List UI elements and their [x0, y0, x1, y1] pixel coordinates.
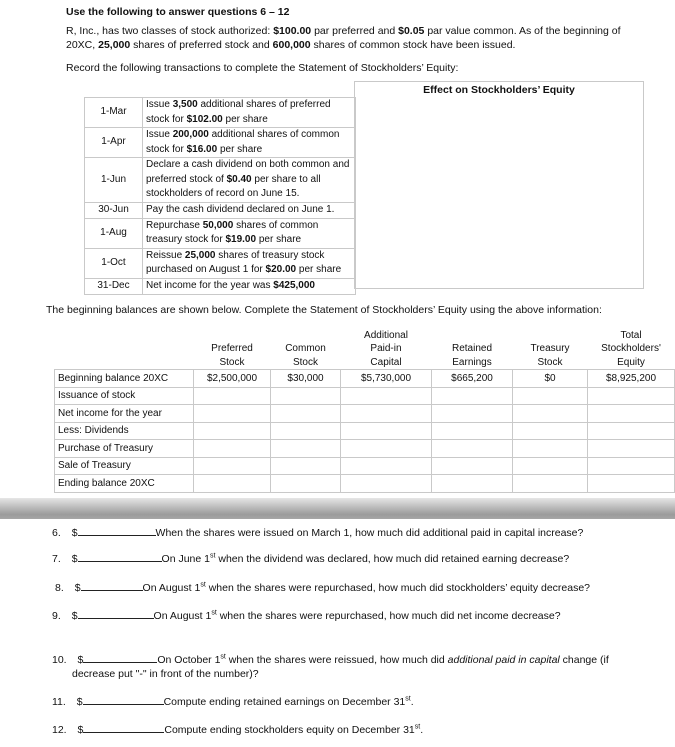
header-blank [55, 324, 194, 370]
transaction-amount: 25,000 [184, 249, 216, 261]
statement-cell[interactable] [194, 440, 271, 458]
statement-cell[interactable] [271, 475, 341, 493]
transaction-text: additional shares of common stock for [146, 129, 340, 155]
transaction-date: 31-Dec [85, 278, 143, 294]
statement-cell[interactable] [271, 422, 341, 440]
statement-row-label: Beginning balance 20XC [55, 370, 194, 388]
transaction-row [85, 202, 356, 218]
statement-cell[interactable]: $0 [513, 370, 588, 388]
statement-cell[interactable] [271, 387, 341, 405]
answer-blank[interactable] [83, 694, 164, 705]
statement-cell[interactable] [588, 457, 675, 475]
transaction-row [85, 98, 356, 128]
question-number: 7. [52, 553, 61, 565]
transaction-text: per share [217, 143, 263, 155]
common-shares: 600,000 [272, 38, 311, 51]
statement-cell[interactable] [513, 457, 588, 475]
answer-blank[interactable] [78, 551, 162, 562]
statement-cell[interactable] [194, 422, 271, 440]
question-text: when the shares were repurchased, how much did net income decrease? [216, 610, 561, 622]
statement-cell[interactable] [194, 387, 271, 405]
statement-intro: The beginning balances are shown below. Complete the Statement of Stockholders’ Equity using the above information: [46, 304, 602, 316]
question-emphasis: additional paid in capital [447, 654, 560, 666]
statement-row [55, 370, 675, 388]
statement-cell[interactable]: $8,925,200 [588, 370, 675, 388]
intro-text: par value common. As of the beginning of [424, 25, 621, 37]
answer-blank[interactable] [78, 525, 156, 536]
question-text: On June 1 [161, 553, 210, 565]
transaction-description [143, 158, 356, 203]
statement-cell[interactable] [271, 440, 341, 458]
question-text: when the dividend was declared, how much did retained earning decrease? [215, 553, 570, 565]
statement-row-label: Issuance of stock [55, 387, 194, 405]
transaction-description [143, 218, 356, 248]
transaction-text: per share [222, 113, 268, 125]
col-treasury-stock: Treasury Stock [530, 343, 570, 368]
transaction-text: additional shares of preferred stock for [146, 99, 331, 125]
statement-header-row [55, 324, 675, 370]
statement-row-label: Less: Dividends [55, 422, 194, 440]
question-11 [52, 694, 414, 710]
questions-section [0, 519, 675, 747]
statement-cell[interactable] [513, 387, 588, 405]
transaction-amount: 50,000 [202, 219, 234, 231]
ordinal-suffix: st [209, 552, 216, 560]
question-text: On August 1 [153, 610, 212, 622]
question-7 [52, 551, 569, 567]
answer-blank[interactable] [83, 652, 157, 663]
statement-cell[interactable] [194, 405, 271, 423]
statement-cell[interactable] [341, 387, 432, 405]
statement-cell[interactable] [341, 457, 432, 475]
transaction-text: shares of treasury stock purchased on August 1 for [146, 249, 325, 275]
statement-cell[interactable]: $2,500,000 [194, 370, 271, 388]
intro-text: 20XC, [66, 38, 99, 51]
statement-cell[interactable] [341, 475, 432, 493]
intro-text: shares of common stock have been issued. [310, 38, 516, 51]
dollar-sign: $ [77, 724, 84, 736]
instructions-title: Use the following to answer questions 6 – 12 [66, 6, 290, 18]
statement-cell[interactable]: $665,200 [432, 370, 513, 388]
transaction-row [85, 128, 356, 158]
transaction-text: Repurchase [146, 219, 203, 231]
statement-cell[interactable] [432, 475, 513, 493]
transaction-text: Reissue [146, 249, 185, 261]
statement-row [55, 475, 675, 493]
transaction-text: per share [296, 264, 342, 275]
question-number: 12. [52, 724, 67, 736]
question-number: 9. [52, 610, 61, 622]
intro-paragraph [66, 25, 656, 52]
transaction-text: Net income for the year was [146, 279, 274, 291]
question-6 [52, 525, 583, 541]
statement-cell[interactable] [588, 475, 675, 493]
statement-row-label: Net income for the year [55, 405, 194, 423]
statement-cell[interactable]: $5,730,000 [341, 370, 432, 388]
statement-row-label: Sale of Treasury [55, 457, 194, 475]
transaction-text: per share [256, 234, 302, 245]
statement-cell[interactable] [194, 457, 271, 475]
transaction-amount: $102.00 [186, 113, 223, 125]
transaction-text: Declare a cash dividend on both common and preferred stock of [146, 159, 350, 185]
question-text: When the shares were issued on March 1, how much did additional paid in capital increase? [155, 527, 584, 539]
dollar-sign: $ [74, 582, 81, 594]
statement-cell[interactable] [513, 405, 588, 423]
statement-cell[interactable] [513, 475, 588, 493]
statement-table [54, 324, 675, 493]
dollar-sign: $ [71, 553, 78, 565]
dollar-sign: $ [77, 654, 84, 666]
statement-cell[interactable] [588, 387, 675, 405]
answer-blank[interactable] [81, 580, 143, 591]
question-text: On August 1 [142, 582, 201, 594]
question-text: when the shares were repurchased, how much did stockholders’ equity decrease? [205, 582, 591, 594]
transaction-amount: $20.00 [265, 264, 297, 275]
answer-blank[interactable] [83, 722, 164, 733]
common-par: $0.05 [398, 25, 425, 37]
transaction-row [85, 158, 356, 203]
ordinal-suffix: st [220, 653, 226, 661]
question-number: 6. [52, 527, 61, 539]
dollar-sign: $ [76, 696, 83, 708]
statement-cell[interactable]: $30,000 [271, 370, 341, 388]
transaction-text: Pay the cash dividend declared on June 1. [146, 203, 335, 215]
question-text: when the shares were reissued, how much did [225, 654, 448, 666]
statement-cell[interactable] [588, 405, 675, 423]
statement-cell[interactable] [432, 422, 513, 440]
intro-text: par preferred and [311, 25, 399, 37]
col-apic: Additional Paid-in Capital [364, 329, 408, 368]
statement-cell[interactable] [588, 440, 675, 458]
question-text: . [420, 724, 424, 736]
transaction-text: Issue [146, 129, 173, 140]
question-10 [52, 652, 609, 681]
transaction-description [143, 98, 356, 128]
preferred-par: $100.00 [273, 25, 312, 37]
transaction-amount: $16.00 [186, 143, 218, 155]
question-text: . [410, 696, 414, 708]
intro-text: R, Inc., has two classes of stock authorized: [66, 25, 274, 37]
transaction-date: 1-Mar [85, 98, 143, 128]
question-text: Compute ending retained earnings on December 31 [163, 696, 406, 708]
transaction-text: per share to all stockholders of record on June 15. [146, 173, 321, 199]
question-text: Compute ending stockholders equity on December 31 [164, 724, 415, 736]
statement-row [55, 405, 675, 423]
statement-cell[interactable] [432, 387, 513, 405]
transaction-amount: 200,000 [172, 129, 209, 140]
ordinal-suffix: st [405, 695, 411, 703]
transaction-description [143, 202, 356, 218]
statement-cell[interactable] [341, 422, 432, 440]
intro-text: shares of preferred stock and [130, 38, 273, 51]
question-text: On October 1 [157, 654, 221, 666]
statement-cell[interactable] [271, 405, 341, 423]
transaction-date: 1-Apr [85, 128, 143, 158]
statement-row-label: Ending balance 20XC [55, 475, 194, 493]
question-text-line2: decrease put "-" in front of the number)? [72, 667, 259, 680]
transaction-description [143, 128, 356, 158]
ordinal-suffix: st [414, 723, 421, 731]
transaction-date: 1-Aug [85, 218, 143, 248]
transaction-amount: $425,000 [273, 279, 315, 291]
answer-blank[interactable] [78, 608, 154, 619]
question-number: 11. [52, 696, 66, 708]
transaction-amount: $19.00 [225, 234, 257, 245]
statement-cell[interactable] [341, 440, 432, 458]
record-instruction: Record the following transactions to complete the Statement of Stockholders’ Equity: [66, 62, 459, 74]
question-number: 8. [55, 582, 64, 594]
effect-header: Effect on Stockholders’ Equity [423, 84, 575, 96]
transaction-amount: 3,500 [172, 99, 198, 110]
statement-cell[interactable] [432, 440, 513, 458]
transaction-row [85, 218, 356, 248]
transactions-table [84, 97, 356, 295]
question-number: 10. [52, 654, 67, 666]
transaction-description [143, 248, 356, 278]
question-9 [52, 608, 561, 624]
question-text: change (if [559, 654, 609, 666]
col-total-equity: Total Stockholders' Equity [601, 329, 661, 368]
dollar-sign: $ [71, 527, 78, 539]
col-preferred-stock: Preferred Stock [211, 343, 253, 368]
statement-cell[interactable] [513, 422, 588, 440]
transaction-amount: $0.40 [226, 173, 252, 185]
transaction-text: shares of common treasury stock for [146, 219, 319, 245]
transaction-row [85, 248, 356, 278]
transaction-date: 1-Jun [85, 158, 143, 203]
statement-cell[interactable] [432, 405, 513, 423]
statement-cell[interactable] [341, 405, 432, 423]
transaction-date: 1-Oct [85, 248, 143, 278]
dollar-sign: $ [71, 610, 78, 622]
statement-cell[interactable] [194, 475, 271, 493]
statement-cell[interactable] [271, 457, 341, 475]
col-common-stock: Common Stock [285, 343, 326, 368]
preferred-shares: 25,000 [98, 38, 131, 51]
transaction-text: Issue [146, 99, 173, 110]
statement-cell[interactable] [432, 457, 513, 475]
effect-column-box [354, 81, 644, 289]
statement-row [55, 422, 675, 440]
statement-cell[interactable] [588, 422, 675, 440]
transaction-row [85, 278, 356, 294]
ordinal-suffix: st [200, 581, 206, 589]
statement-row [55, 387, 675, 405]
statement-row [55, 457, 675, 475]
ordinal-suffix: st [211, 609, 217, 617]
statement-row [55, 440, 675, 458]
transaction-description [143, 278, 356, 294]
question-12 [52, 722, 423, 738]
col-retained-earnings: Retained Earnings [451, 343, 493, 368]
statement-row-label: Purchase of Treasury [55, 440, 194, 458]
question-8 [55, 580, 590, 596]
statement-cell[interactable] [513, 440, 588, 458]
transaction-date: 30-Jun [85, 202, 143, 218]
